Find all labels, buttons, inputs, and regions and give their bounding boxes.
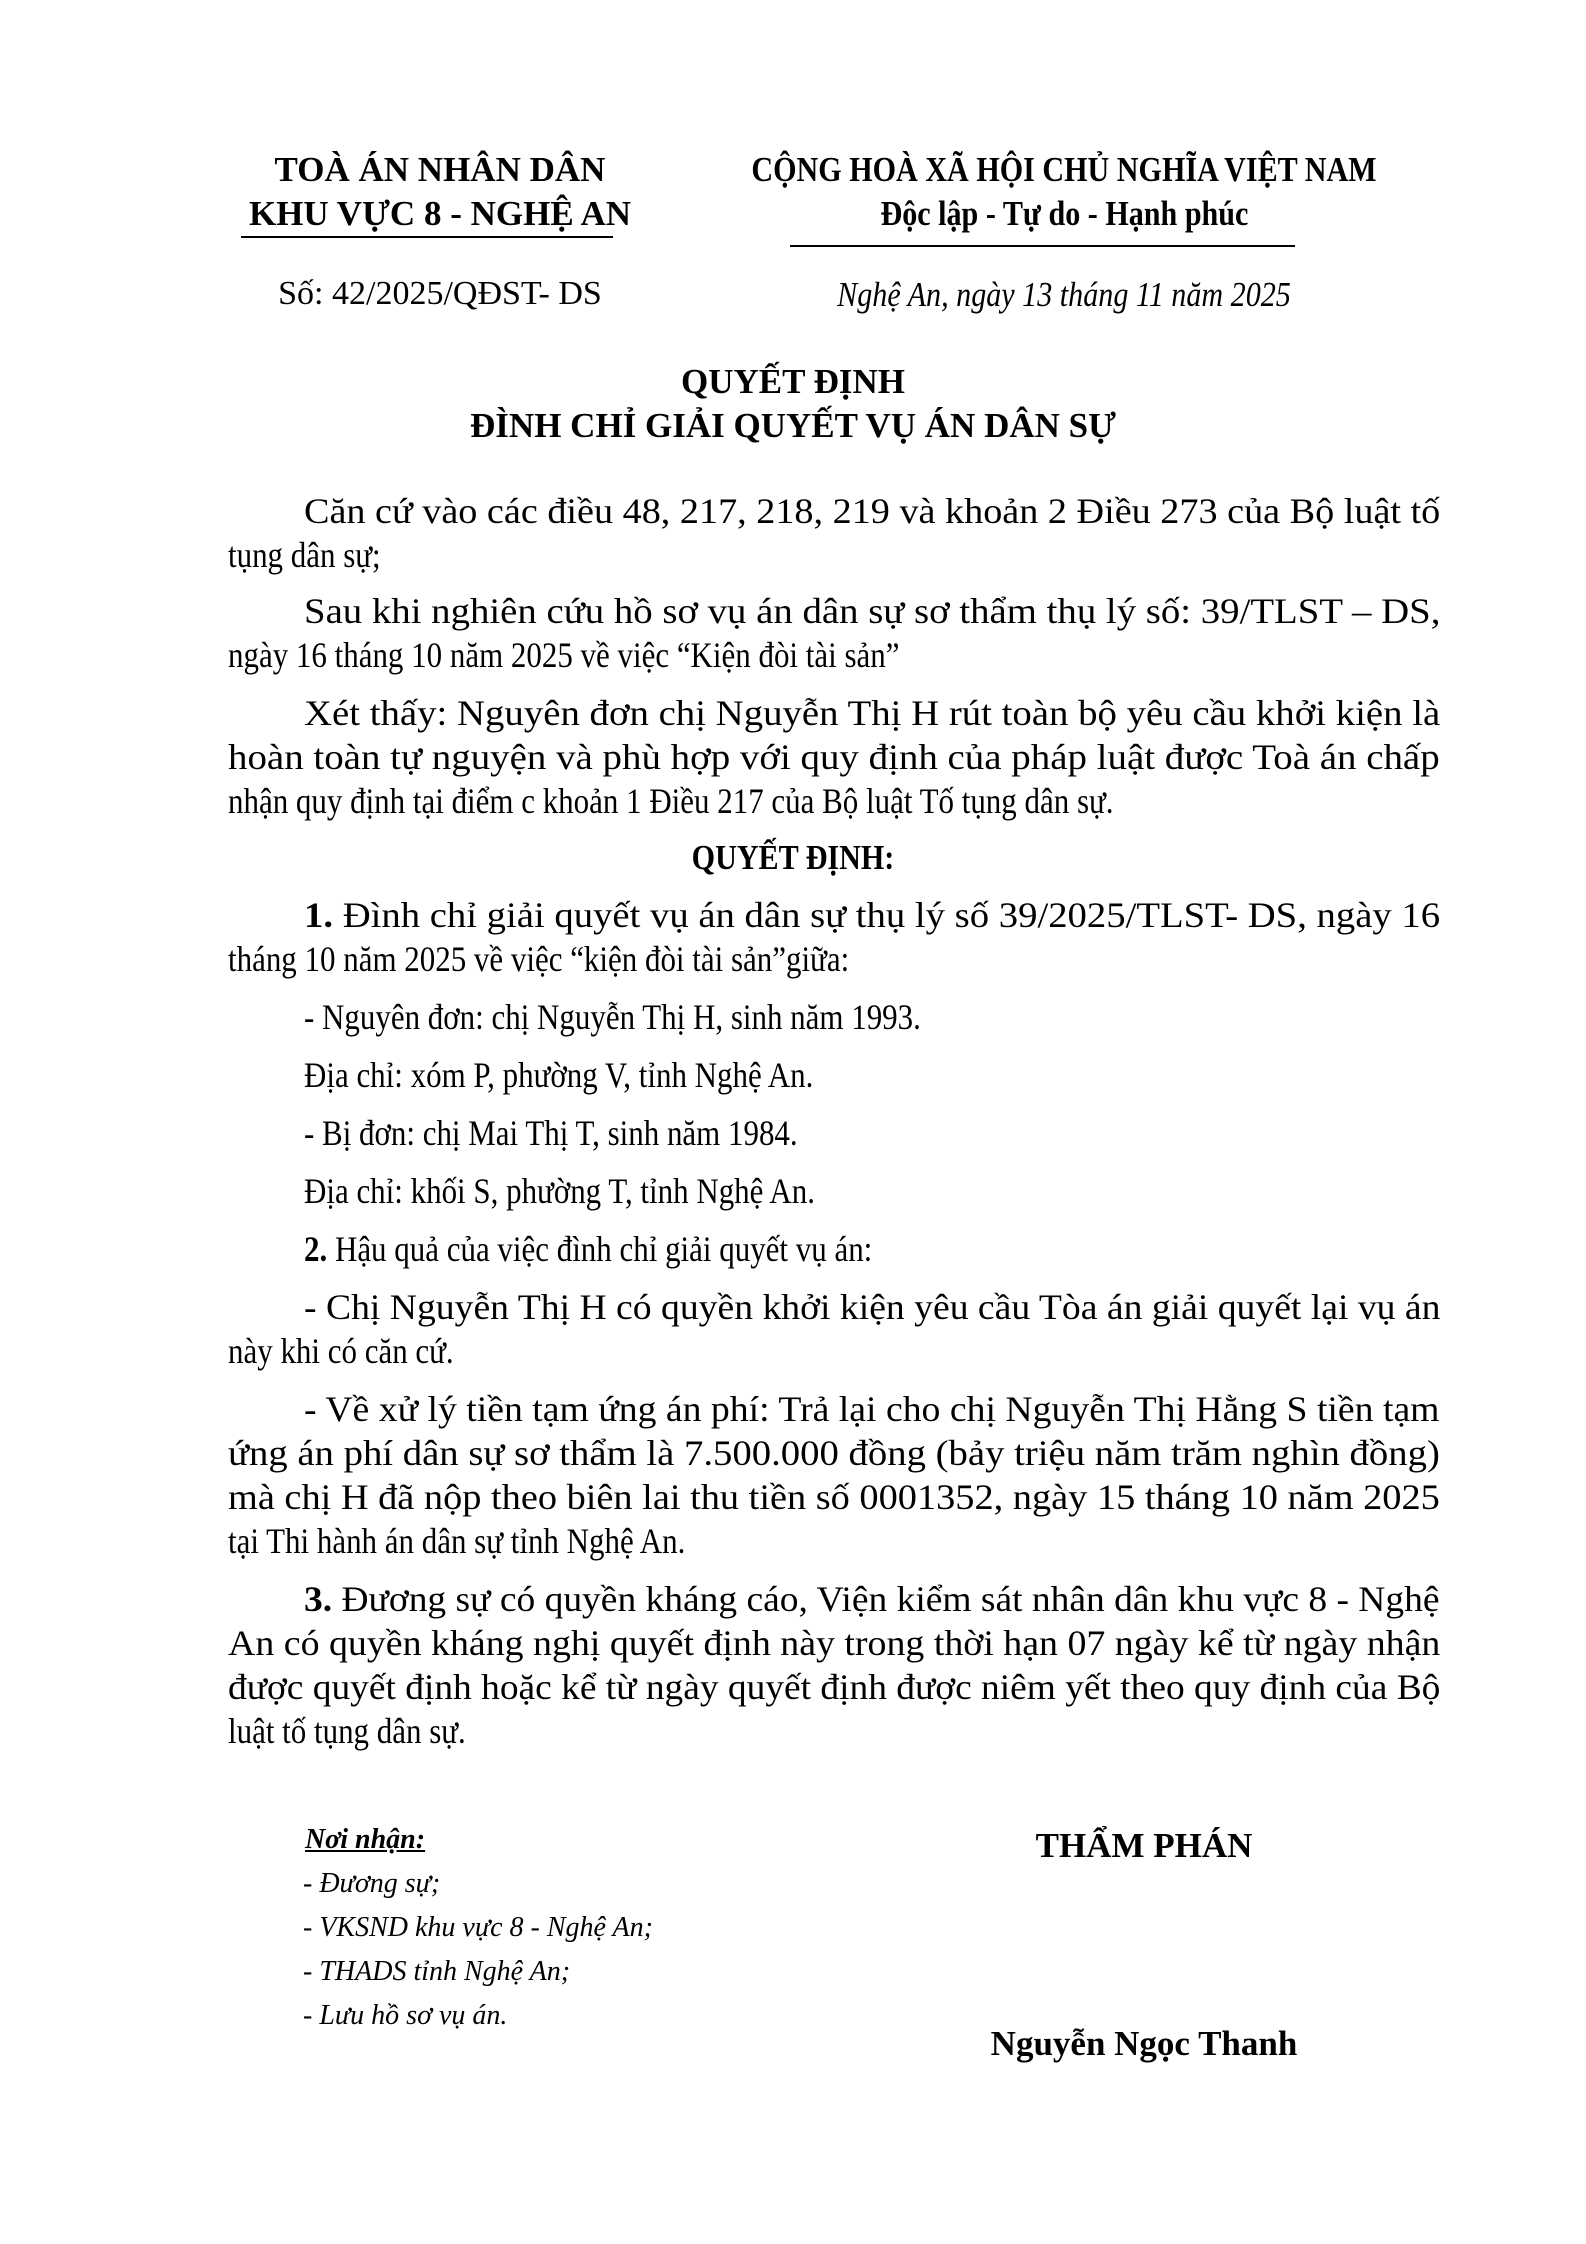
motto-underline (790, 245, 1295, 247)
recipient-item: - Lưu hồ sơ vụ án. (303, 2000, 508, 2031)
court-name-line1: TOÀ ÁN NHÂN DÂN (274, 150, 606, 189)
item2: 2. Hậu quả của việc đình chỉ giải quyết vụ án: (304, 1229, 873, 1269)
item3-l4: luật tố tụng dân sự. (228, 1711, 466, 1751)
preamble-p1-l2: tụng dân sự; (228, 535, 381, 575)
item2-number: 2. (304, 1229, 328, 1269)
title-line1: QUYẾT ĐỊNH (681, 362, 905, 401)
item2-b-l4: tại Thi hành án dân sự tỉnh Nghệ An. (228, 1521, 686, 1561)
recipient-item: - Đương sự; (303, 1868, 441, 1899)
item3-l2: An có quyền kháng nghị quyết định này trong thời hạn 07 ngày kể từ ngày nhận (228, 1623, 1441, 1663)
judge-title: THẨM PHÁN (1035, 1826, 1253, 1865)
court-underline (241, 236, 613, 238)
item1-l2: tháng 10 năm 2025 về việc “kiện đòi tài sản”giữa: (228, 939, 850, 979)
title-line2: ĐÌNH CHỈ GIẢI QUYẾT VỤ ÁN DÂN SỰ (470, 406, 1116, 445)
national-motto (701, 148, 1428, 236)
preamble-p3-l3: nhận quy định tại điểm c khoản 1 Điều 217 của Bộ luật Tố tụng dân sự. (228, 781, 1114, 821)
item2-b-l2: ứng án phí dân sự sơ thẩm là 7.500.000 đồng (bảy triệu năm trăm nghìn đồng) (228, 1433, 1440, 1473)
plaintiff-address: Địa chỉ: xóm P, phường V, tỉnh Nghệ An. (304, 1055, 814, 1095)
item2-b-l3: mà chị H đã nộp theo biên lai thu tiền số 0001352, ngày 15 tháng 10 năm 2025 (228, 1477, 1440, 1517)
defendant: - Bị đơn: chị Mai Thị T, sinh năm 1984. (304, 1113, 798, 1153)
item1-l1: 1. Đình chỉ giải quyết vụ án dân sự thụ lý số 39/2025/TLST- DS, ngày 16 (304, 895, 1441, 935)
item2-a-l2: này khi có căn cứ. (228, 1331, 454, 1371)
place-date-text: Nghệ An, ngày 13 tháng 11 năm 2025 (837, 275, 1291, 314)
preamble-p2-l1: Sau khi nghiên cứu hồ sơ vụ án dân sự sơ thẩm thụ lý số: 39/TLST – DS, (304, 591, 1441, 631)
nation-motto: Độc lập - Tự do - Hạnh phúc (880, 194, 1248, 233)
court-name (249, 148, 631, 236)
document-title (470, 360, 1116, 448)
preamble-p1-l1: Căn cứ vào các điều 48, 217, 218, 219 và khoản 2 Điều 273 của Bộ luật tố (304, 491, 1441, 531)
recipients-title: Nơi nhận: (305, 1824, 426, 1855)
document-number: Số: 42/2025/QĐST- DS (278, 275, 602, 312)
defendant-address: Địa chỉ: khối S, phường T, tỉnh Nghệ An. (304, 1171, 816, 1211)
recipient-item: - THADS tỉnh Nghệ An; (303, 1956, 571, 1987)
recipient-item: - VKSND khu vực 8 - Nghệ An; (303, 1912, 653, 1943)
preamble-p3-l2: hoàn toàn tự nguyện và phù hợp với quy định của pháp luật được Toà án chấp (228, 737, 1440, 777)
preamble-p2-l2: ngày 16 tháng 10 năm 2025 về việc “Kiện đòi tài sản” (228, 635, 900, 675)
decision-heading: QUYẾT ĐỊNH: (691, 838, 895, 877)
nation-name: CỘNG HOÀ XÃ HỘI CHỦ NGHĨA VIỆT NAM (751, 150, 1377, 189)
item3-number: 3. (304, 1579, 333, 1619)
place-date (800, 275, 1328, 315)
item3-l3: được quyết định hoặc kể từ ngày quyết định được niêm yết theo quy định của Bộ (228, 1667, 1441, 1707)
preamble-p3-l1: Xét thấy: Nguyên đơn chị Nguyễn Thị H rút toàn bộ yêu cầu khởi kiện là (304, 693, 1441, 733)
item2-a-l1: - Chị Nguyễn Thị H có quyền khởi kiện yêu cầu Tòa án giải quyết lại vụ án (304, 1287, 1441, 1327)
plaintiff: - Nguyên đơn: chị Nguyễn Thị H, sinh năm 1993. (304, 997, 921, 1037)
item2-b-l1: - Về xử lý tiền tạm ứng án phí: Trả lại cho chị Nguyễn Thị Hằng S tiền tạm (304, 1389, 1440, 1429)
item3-l1: 3. Đương sự có quyền kháng cáo, Viện kiểm sát nhân dân khu vực 8 - Nghệ (304, 1579, 1440, 1619)
item1-number: 1. (304, 895, 334, 935)
judge-name: Nguyễn Ngọc Thanh (990, 2024, 1298, 2063)
court-name-line2: KHU VỰC 8 - NGHỆ AN (248, 194, 632, 233)
